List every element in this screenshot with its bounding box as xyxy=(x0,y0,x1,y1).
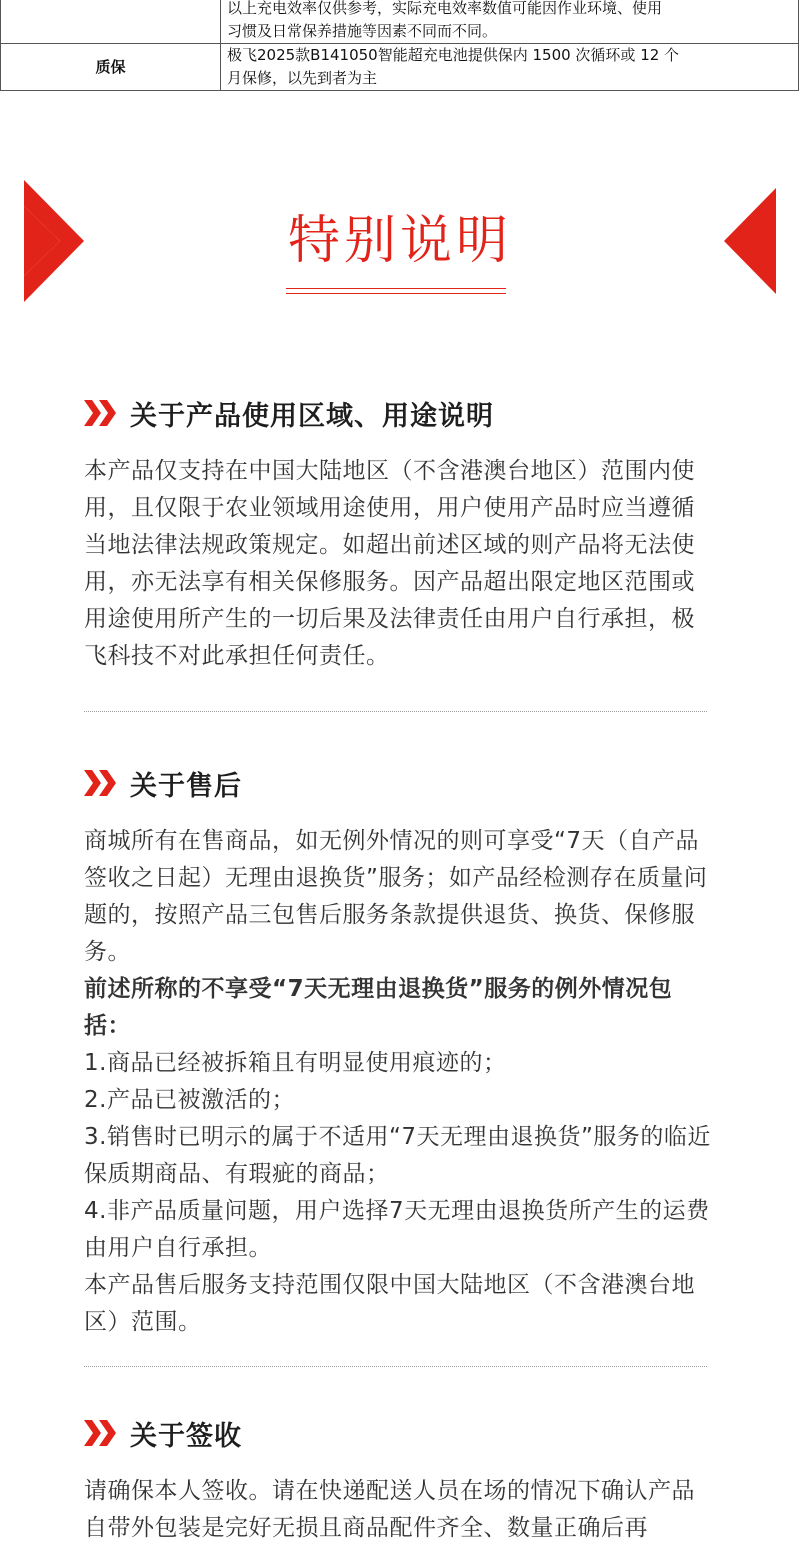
spec-row-warranty xyxy=(1,44,799,91)
section-body xyxy=(84,1473,716,1547)
section-title: 关于签收 xyxy=(130,1420,242,1452)
exception-title: 前述所称的不享受“7天无理由退换货”服务的例外情况包括： xyxy=(84,976,673,1039)
spec-table xyxy=(0,0,799,91)
spec-value xyxy=(221,0,799,44)
section-usage xyxy=(84,393,716,675)
paragraph: 商城所有在售商品，如无例外情况的则可享受“7天（自产品签收之日起）无理由退换货”服务；如产品经检测存在质量问题的，按照产品三包售后服务条款提供退货、换货、保修服务。 xyxy=(84,828,708,965)
list-item: 1.商品已经被拆箱且有明显使用痕迹的； xyxy=(84,1050,507,1076)
title-underline xyxy=(286,293,506,294)
paragraph: 本产品售后服务支持范围仅限中国大陆地区（不含港澳台地区）范围。 xyxy=(84,1272,695,1335)
spec-value-line: 以上充电效率仅供参考，实际充电效率数值可能因作业环境、使用 xyxy=(227,0,663,17)
spec-row-efficiency xyxy=(1,0,799,44)
title-underline xyxy=(286,288,506,289)
list-item: 2.产品已被激活的； xyxy=(84,1087,295,1113)
section-receipt xyxy=(84,1413,716,1547)
dotted-divider xyxy=(84,1366,707,1367)
section-heading xyxy=(84,393,716,433)
spec-value xyxy=(221,44,799,91)
section-body xyxy=(84,823,716,1341)
section-heading xyxy=(84,1413,716,1453)
spec-key xyxy=(1,0,221,44)
section-title: 关于售后 xyxy=(130,770,242,802)
spec-value-line: 极飞2025款B141050智能超充电池提供保内 1500 次循环或 12 个 xyxy=(227,46,680,64)
spec-value-line: 月保修，以先到者为主 xyxy=(227,69,378,87)
paragraph: 请确保本人签收。请在快递配送人员在场的情况下确认产品自带外包装是完好无损且商品配件齐全、数量正确后再 xyxy=(84,1478,695,1541)
list-item: 4.非产品质量问题，用户选择7天无理由退换货所产生的运费由用户自行承担。 xyxy=(84,1198,710,1261)
double-chevron-right-icon xyxy=(84,400,118,426)
spec-key: 质保 xyxy=(1,44,221,91)
section-heading xyxy=(84,763,716,803)
dotted-divider xyxy=(84,711,707,712)
section-body xyxy=(84,453,716,675)
section-aftersale xyxy=(84,763,716,1341)
double-chevron-right-icon xyxy=(84,1420,118,1446)
paragraph: 本产品仅支持在中国大陆地区（不含港澳台地区）范围内使用，且仅限于农业领域用途使用，用户使用产品时应当遵循当地法律法规政策规定。如超出前述区域的则产品将无法使用，亦无法享有相关保修服务。因产品超出限定地区范围或用途使用所产生的一切后果及法律责任由用户自行承担，极飞科技不对此承担任何责任。 xyxy=(84,458,695,669)
section-title: 关于产品使用区域、用途说明 xyxy=(130,400,494,432)
list-item: 3.销售时已明示的属于不适用“7天无理由退换货”服务的临近保质期商品、有瑕疵的商品； xyxy=(84,1124,711,1187)
spec-value-line: 习惯及日常保养措施等因素不同而不同。 xyxy=(227,22,498,40)
double-chevron-right-icon xyxy=(84,770,118,796)
banner-title: 特别说明 xyxy=(287,211,512,271)
